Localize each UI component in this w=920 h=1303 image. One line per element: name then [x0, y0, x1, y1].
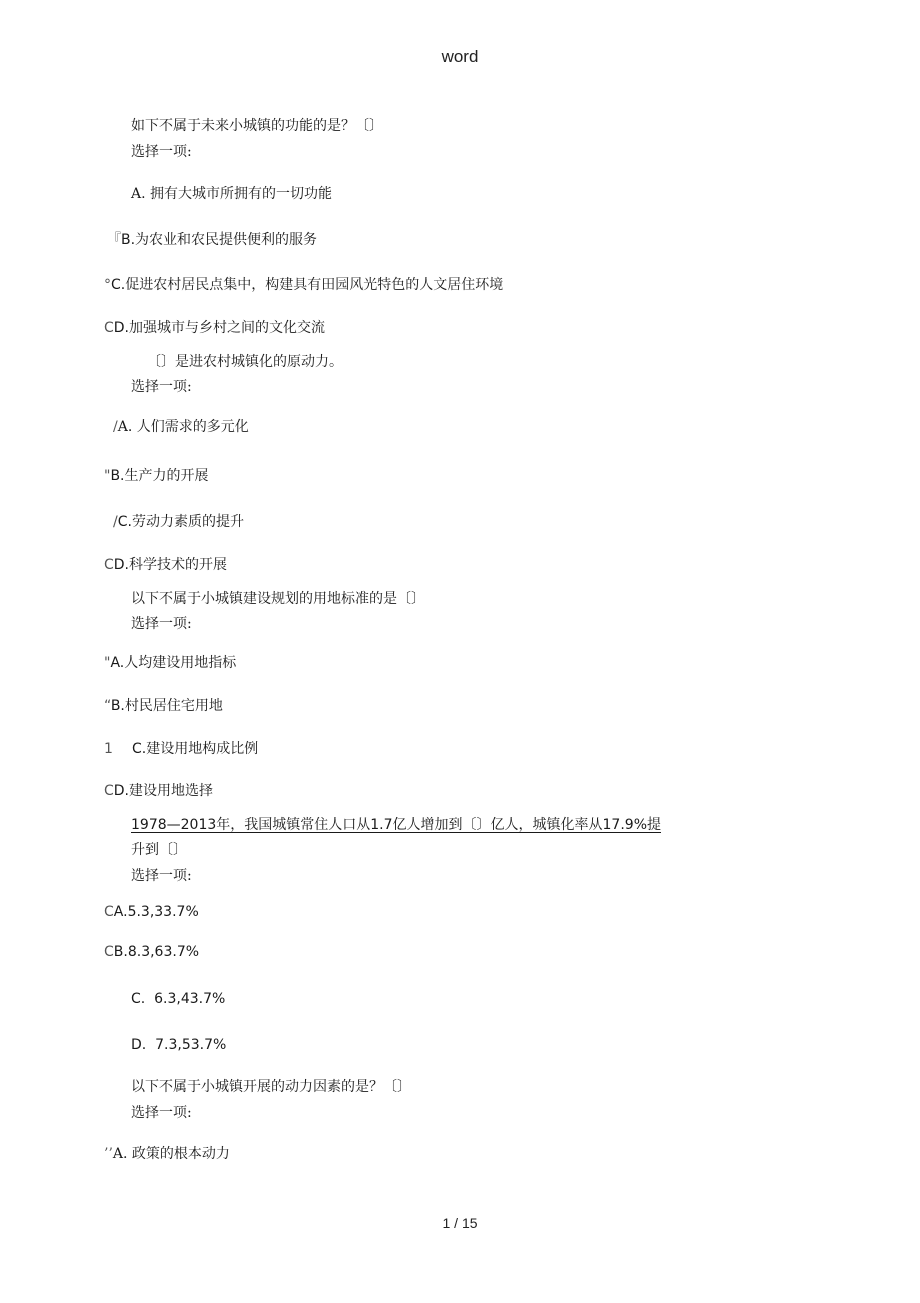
radio-mark: 『: [107, 232, 121, 248]
option-label: A. 人们需求的多元化: [117, 419, 249, 435]
option-b[interactable]: [104, 697, 223, 715]
option-b[interactable]: [104, 467, 209, 485]
option-d[interactable]: [104, 556, 227, 574]
option-label: A. 政策的根本动力: [112, 1146, 230, 1162]
option-label: D.加强城市与乡村之间的文化交流: [113, 320, 326, 336]
radio-mark: C: [104, 320, 114, 336]
radio-mark: °: [104, 277, 111, 293]
option-c[interactable]: [104, 740, 258, 758]
page-number: 1 / 15: [442, 1215, 478, 1231]
radio-mark: C: [104, 783, 114, 799]
option-label: A.人均建设用地指标: [110, 655, 237, 671]
question-stem: 1978—2013年，我国城镇常住人口从1.7亿人增加到〔〕亿人，城镇化率从17.9%提: [131, 817, 661, 833]
question-stem: 如下不属于未来小城镇的功能的是？〔〕: [131, 118, 383, 134]
radio-mark: ": [104, 468, 111, 484]
question-prompt: 选择一项:: [131, 868, 192, 884]
option-b[interactable]: [107, 231, 317, 249]
option-d[interactable]: [104, 782, 213, 800]
option-label: B.为农业和农民提供便利的服务: [121, 232, 318, 248]
option-c[interactable]: [104, 276, 503, 294]
page-header: word: [441, 47, 479, 66]
radio-mark: /: [113, 514, 118, 530]
question-stem: 以下不属于小城镇建设规划的用地标准的是〔〕: [131, 591, 425, 607]
question-prompt: 选择一项:: [131, 379, 192, 395]
option-label: D.建设用地选择: [113, 783, 214, 799]
radio-mark: ": [104, 655, 111, 671]
option-label: B.生产力的开展: [110, 468, 209, 484]
radio-mark: ’’: [104, 1146, 113, 1162]
radio-mark: C: [104, 904, 114, 920]
option-d[interactable]: D. 7.3,53.7%: [131, 1037, 227, 1053]
option-label: A.5.3,33.7%: [113, 904, 199, 920]
question-stem: 〔〕是进农村城镇化的原动力。: [147, 354, 343, 370]
option-a[interactable]: [104, 1145, 230, 1163]
question-prompt: 选择一项:: [131, 616, 192, 632]
option-b[interactable]: [104, 943, 199, 961]
option-a[interactable]: A. 拥有大城市所拥有的一切功能: [131, 186, 333, 202]
radio-mark: C: [104, 944, 114, 960]
option-label: C.建设用地构成比例: [132, 741, 259, 757]
option-a[interactable]: [104, 654, 236, 672]
radio-mark: “: [104, 698, 111, 714]
option-label: D.科学技术的开展: [113, 557, 228, 573]
option-c[interactable]: C. 6.3,43.7%: [131, 991, 226, 1007]
question-prompt: 选择一项:: [131, 1105, 192, 1121]
option-label: C.促进农村居民点集中，构建具有田园风光特色的人文居住环境: [111, 277, 504, 293]
option-d[interactable]: [104, 319, 325, 337]
option-label: B.8.3,63.7%: [113, 944, 200, 960]
option-a[interactable]: [113, 418, 249, 436]
option-label: B.村民居住宅用地: [110, 698, 223, 714]
option-a[interactable]: [104, 903, 199, 921]
radio-mark: 1: [104, 741, 113, 757]
question-stem: 以下不属于小城镇开展的动力因素的是？〔〕: [131, 1079, 411, 1095]
question-prompt: 选择一项:: [131, 144, 192, 160]
option-label: C.劳动力素质的提升: [117, 514, 244, 530]
option-c[interactable]: [113, 513, 244, 531]
radio-mark: /: [113, 419, 118, 435]
question-stem-continued: 升到〔〕: [131, 842, 187, 858]
radio-mark: C: [104, 557, 114, 573]
